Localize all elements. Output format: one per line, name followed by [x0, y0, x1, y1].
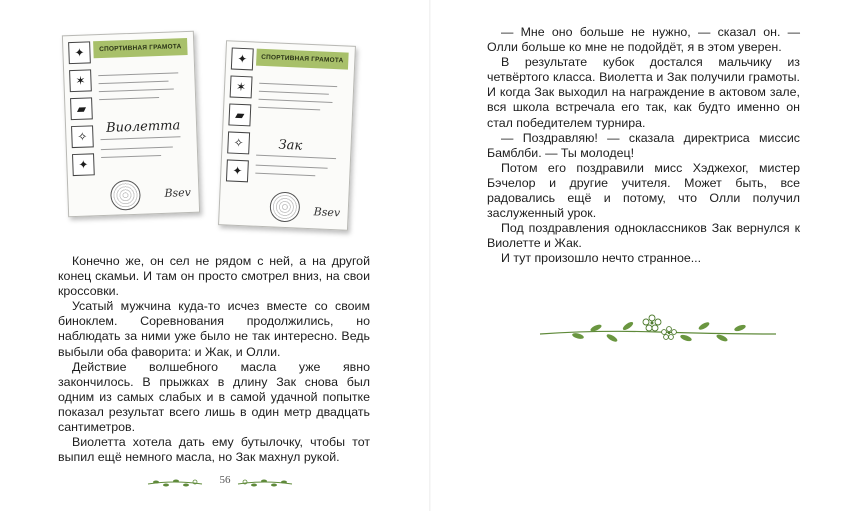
cert-text-line	[256, 155, 336, 159]
paragraph: В результате кубок достался мальчику из четвёртого класса. Виолетта и Зак получили грамоты. И когда Зак выходил на награждение в актовом зале, вся школа встречала его так, как будто именно он стал победителем турнира.	[487, 55, 800, 130]
stamp-seal	[110, 180, 141, 211]
signature: Bsev	[164, 185, 192, 200]
certificate-header: СПОРТИВНАЯ ГРАМОТА	[256, 49, 349, 70]
paragraph: Потом его поздравили мисс Хэджехог, мистер Бэчелор и другие учителя. Может быть, все радовались ещё и потому, что Олли получил заслуженный урок.	[487, 160, 800, 221]
paragraph: Под поздравления одноклассников Зак вернулся к Виолетте и Жак.	[487, 221, 800, 251]
long-jump-icon: ✦	[231, 48, 254, 71]
leaf-ornament-right	[236, 476, 294, 490]
cert-text-line	[259, 83, 337, 87]
paragraph: И тут произошло нечто странное...	[501, 251, 702, 266]
left-page-text	[58, 254, 370, 465]
cert-text-line	[98, 72, 178, 76]
hurdle-icon: ▰	[228, 103, 251, 126]
certificate-header: СПОРТИВНАЯ ГРАМОТА	[93, 38, 188, 58]
cert-text-line	[101, 155, 161, 158]
paragraph: Усатый мужчина куда-то исчез вместе со своим биноклем. Соревнования продолжились, но наблюдать за ними уже было не так интересно. Ведь выбыли оба фаворита: и Жак, и Олли.	[58, 299, 370, 359]
page-number: 56	[219, 474, 231, 486]
certificate-name: Виолетта	[105, 118, 181, 136]
jumper-icon: ✦	[72, 153, 95, 176]
sprinter-icon: ✧	[227, 131, 250, 154]
sprinter-icon: ✧	[71, 125, 94, 148]
cert-text-line	[259, 99, 333, 103]
certificate-zak	[218, 40, 356, 230]
right-page	[430, 0, 860, 511]
cert-text-line	[256, 165, 328, 169]
cert-text-line	[99, 88, 174, 92]
cert-text-line	[99, 97, 159, 100]
paragraph: Виолетта хотела дать ему бутылочку, чтобы тот выпил ещё немного масла, но Зак махнул рукой.	[58, 435, 370, 465]
paragraph: — Мне оно больше не нужно, — сказал он. — Олли больше ко мне не подойдёт, я в этом уверен.	[487, 25, 800, 55]
cert-text-line	[258, 107, 320, 111]
flower-vine-ornament	[538, 308, 778, 350]
cert-text-line	[259, 91, 329, 95]
paragraph: Конечно же, он сел не рядом с ней, а на другой конец скамьи. И там он просто смотрел вниз, на свои кроссовки.	[58, 254, 370, 299]
stamp-seal	[269, 191, 300, 222]
paragraph: Действие волшебного масла уже явно закончилось. В прыжках в длину Зак снова был одним из самых слабых и в самой удачной попытке показал результат всего лишь в один метр двадцать сантиметров.	[58, 359, 370, 435]
sport-icons-column	[226, 48, 254, 189]
leaf-ornament-left	[146, 476, 204, 490]
runner-icon: ✶	[69, 69, 92, 92]
cert-text-line	[101, 136, 181, 140]
certificate-violetta	[62, 31, 200, 217]
sport-icons-column	[68, 41, 95, 182]
cert-text-line	[99, 81, 169, 84]
long-jump-icon: ✦	[68, 41, 91, 64]
cert-text-line	[255, 173, 315, 177]
jumper-icon: ✦	[226, 159, 249, 182]
signature: Bsev	[313, 205, 341, 220]
certificate-name: Зак	[278, 137, 303, 154]
cert-text-line	[101, 147, 173, 151]
hurdle-icon: ▰	[70, 97, 93, 120]
right-page-text	[487, 25, 800, 267]
paragraph: — Поздравляю! — сказала директриса миссис Бамблби. — Ты молодец!	[487, 130, 800, 160]
runner-icon: ✶	[230, 75, 253, 98]
